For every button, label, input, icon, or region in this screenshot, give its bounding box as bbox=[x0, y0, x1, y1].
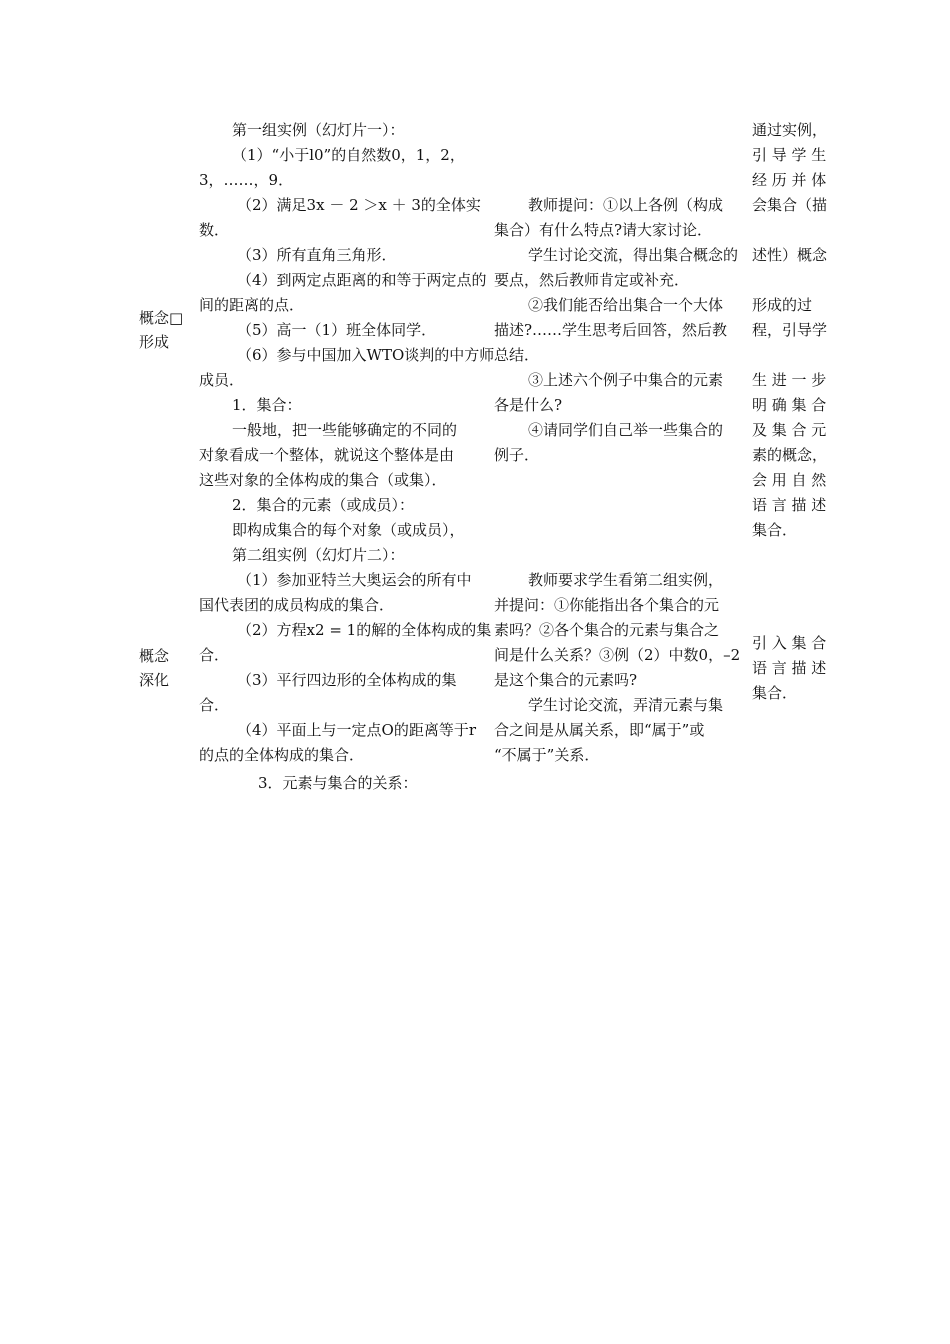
text-line: 1．集合： bbox=[232, 396, 302, 414]
section-label-line: 概念 bbox=[139, 647, 170, 665]
text-line: 第二组实例（幻灯片二）： bbox=[232, 546, 405, 564]
text-line: 国代表团的成员构成的集合． bbox=[199, 596, 395, 614]
text-line: 合． bbox=[199, 696, 230, 714]
text-line: 的点的全体构成的集合． bbox=[199, 746, 365, 764]
text-line: 即构成集合的每个对象（或成员）， bbox=[232, 521, 465, 539]
text-line: 生 进 一 步 bbox=[752, 371, 827, 389]
text-line: （3）所有直角三角形． bbox=[237, 246, 397, 264]
text-line: ④请同学们自己举一些集合的 bbox=[528, 421, 724, 439]
text-line: 各是什么? bbox=[494, 396, 563, 414]
text-line: 并提问：①你能指出各个集合的元 bbox=[494, 596, 720, 614]
text-line: 3．元素与集合的关系： bbox=[258, 774, 418, 792]
text-line: 间的距离的点． bbox=[199, 296, 305, 314]
text-line: 集合． bbox=[752, 684, 798, 702]
text-line: 素的概念， bbox=[752, 446, 828, 464]
text-line: 间是什么关系？③例（2）中数0，–2 bbox=[494, 646, 741, 664]
text-line: 第一组实例（幻灯片一）： bbox=[232, 121, 405, 139]
text-line: 学生讨论交流，得出集合概念的 bbox=[528, 246, 739, 264]
text-line: （2）方程x2 = 1的解的全体构成的集 bbox=[237, 621, 492, 639]
text-line: 要点，然后教师肯定或补充． bbox=[494, 271, 690, 289]
text-line: 集合． bbox=[752, 521, 798, 539]
text-line: 描述?……学生思考后回答，然后教 bbox=[494, 321, 728, 339]
text-line: 一般地，把一些能够确定的不同的 bbox=[232, 421, 458, 439]
text-line: 集合）有什么特点?请大家讨论． bbox=[494, 221, 713, 239]
text-line: 及 集 合 元 bbox=[752, 421, 827, 439]
text-line: 2．集合的元素（或成员）： bbox=[232, 496, 415, 514]
text-line: 引 导 学 生 bbox=[752, 146, 827, 164]
text-line: 引 入 集 合 bbox=[752, 634, 827, 652]
text-line: 教师提问：①以上各例（构成 bbox=[528, 196, 724, 214]
text-line: 程，引导学 bbox=[752, 321, 828, 339]
text-line: ③上述六个例子中集合的元素 bbox=[528, 371, 724, 389]
text-line: 是这个集合的元素吗? bbox=[494, 671, 638, 689]
text-line: 合． bbox=[199, 646, 230, 664]
text-line: 总结． bbox=[494, 346, 540, 364]
text-line: 明 确 集 合 bbox=[752, 396, 827, 414]
text-line: （6）参与中国加入WTO谈判的中方师 bbox=[237, 346, 495, 364]
text-line: 语 言 描 述 bbox=[752, 659, 827, 677]
text-line: 数． bbox=[199, 221, 230, 239]
section-label-line: 形成 bbox=[139, 333, 170, 351]
text-line: （4）到两定点距离的和等于两定点的 bbox=[237, 271, 487, 289]
text-line: 语 言 描 述 bbox=[752, 496, 827, 514]
text-line: 素吗？②各个集合的元素与集合之 bbox=[494, 621, 720, 639]
text-line: 通过实例， bbox=[752, 121, 828, 139]
text-line: （4）平面上与一定点O的距离等于r bbox=[237, 721, 477, 739]
text-line: （1）“小于l0”的自然数0，1，2， bbox=[232, 146, 465, 164]
text-line: （5）高一（1）班全体同学． bbox=[237, 321, 437, 339]
text-line: 成员． bbox=[199, 371, 245, 389]
text-line: 会 用 自 然 bbox=[752, 471, 827, 489]
text-line: （1）参加亚特兰大奥运会的所有中 bbox=[237, 571, 472, 589]
section-label-line: 概念□ bbox=[139, 309, 184, 327]
text-line: “不属于”关系． bbox=[494, 746, 600, 764]
text-line: 合之间是从属关系，即“属于”或 bbox=[494, 721, 705, 739]
text-line: 对象看成一个整体，就说这个整体是由 bbox=[199, 446, 455, 464]
text-line: 例子． bbox=[494, 446, 540, 464]
text-line: 这些对象的全体构成的集合（或集）． bbox=[199, 471, 447, 489]
text-line: 3，……，9． bbox=[199, 171, 294, 189]
text-line: ②我们能否给出集合一个大体 bbox=[528, 296, 724, 314]
section-label-concept-formation bbox=[139, 306, 183, 354]
text-line: （3）平行四边形的全体构成的集 bbox=[237, 671, 457, 689]
text-line: （2）满足3x － 2 ＞x ＋ 3的全体实 bbox=[237, 196, 481, 214]
text-line: 学生讨论交流，弄清元素与集 bbox=[528, 696, 724, 714]
text-line: 述性）概念 bbox=[752, 246, 828, 264]
text-line: 经 历 并 体 bbox=[752, 171, 827, 189]
text-line: 教师要求学生看第二组实例， bbox=[528, 571, 724, 589]
section-label-concept-deepening bbox=[139, 644, 169, 692]
text-line: 形成的过 bbox=[752, 296, 813, 314]
text-line: 会集合（描 bbox=[752, 196, 828, 214]
section-label-line: 深化 bbox=[139, 671, 170, 689]
